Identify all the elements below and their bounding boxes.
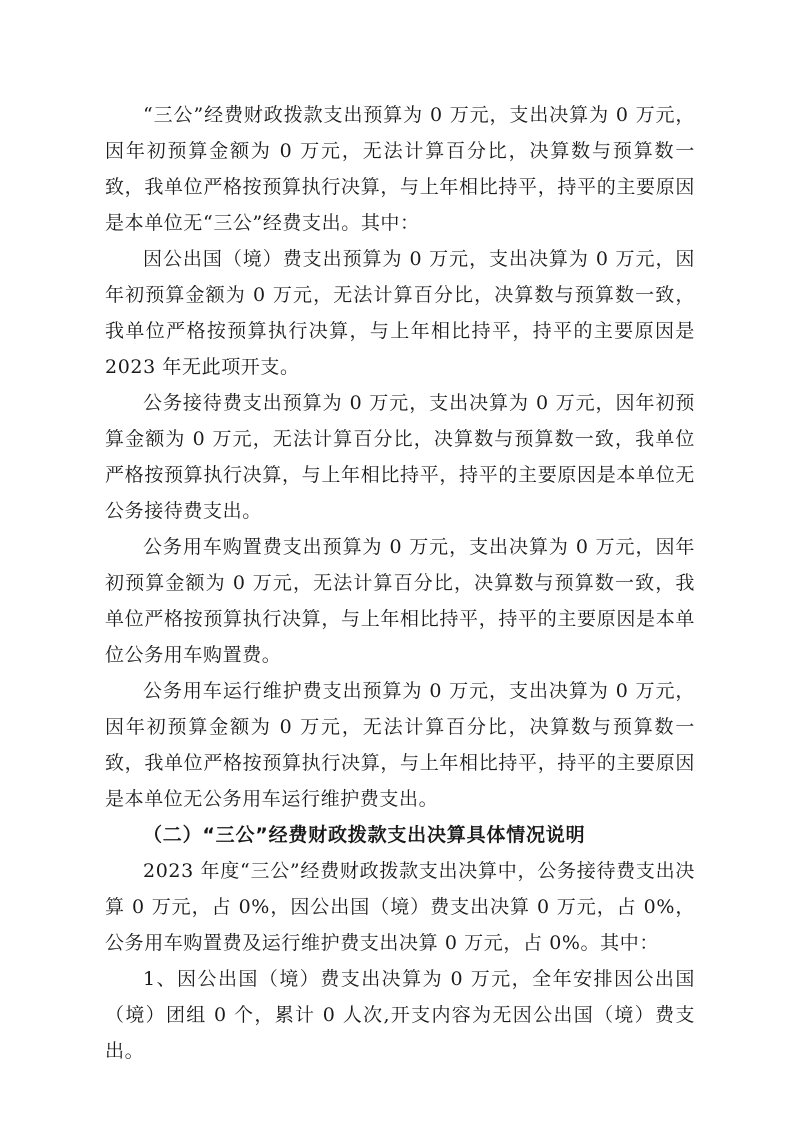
- paragraph-sangong-overview: “三公”经费财政拨款支出预算为 0 万元，支出决算为 0 万元，因年初预算金额为 0 万元，无法计算百分比，决算数与预算数一致，我单位严格按预算执行决算，与上年相比持平，持平的主要原因是本单位无“三公”经费支出。其中：: [105, 104, 695, 234]
- document-body: [105, 97, 695, 1069]
- paragraph-vehicle-purchase: 公务用车购置费支出预算为 0 万元，支出决算为 0 万元，因年初预算金额为 0 万元，无法计算百分比，决算数与预算数一致，我单位严格按预算执行决算，与上年相比持平，持平的主要原因是本单位公务用车购置费。: [105, 536, 695, 666]
- paragraph-official-reception: 公务接待费支出预算为 0 万元，支出决算为 0 万元，因年初预算金额为 0 万元，无法计算百分比，决算数与预算数一致，我单位严格按预算执行决算，与上年相比持平，持平的主要原因是本单位无公务接待费支出。: [105, 392, 695, 522]
- section-heading: （二）“三公”经费财政拨款支出决算具体情况说明: [143, 824, 586, 846]
- paragraph-overseas-detail: 1、因公出国（境）费支出决算为 0 万元，全年安排因公出国（境）团组 0 个，累计 0 人次,开支内容为无因公出国（境）费支出。: [105, 968, 695, 1062]
- paragraph-overseas-travel: 因公出国（境）费支出预算为 0 万元，支出决算为 0 万元，因年初预算金额为 0 万元，无法计算百分比，决算数与预算数一致，我单位严格按预算执行决算，与上年相比持平，持平的主要原因是 2023 年无此项开支。: [105, 248, 695, 378]
- paragraph-2023-summary: 2023 年度“三公”经费财政拨款支出决算中，公务接待费支出决算 0 万元，占 0%，因公出国（境）费支出决算 0 万元，占 0%，公务用车购置费及运行维护费支出决算 0 万元，占 0%。其中：: [105, 860, 695, 954]
- paragraph-vehicle-maintenance: 公务用车运行维护费支出预算为 0 万元，支出决算为 0 万元，因年初预算金额为 0 万元，无法计算百分比，决算数与预算数一致，我单位严格按预算执行决算，与上年相比持平，持平的主要原因是本单位无公务用车运行维护费支出。: [105, 680, 695, 810]
